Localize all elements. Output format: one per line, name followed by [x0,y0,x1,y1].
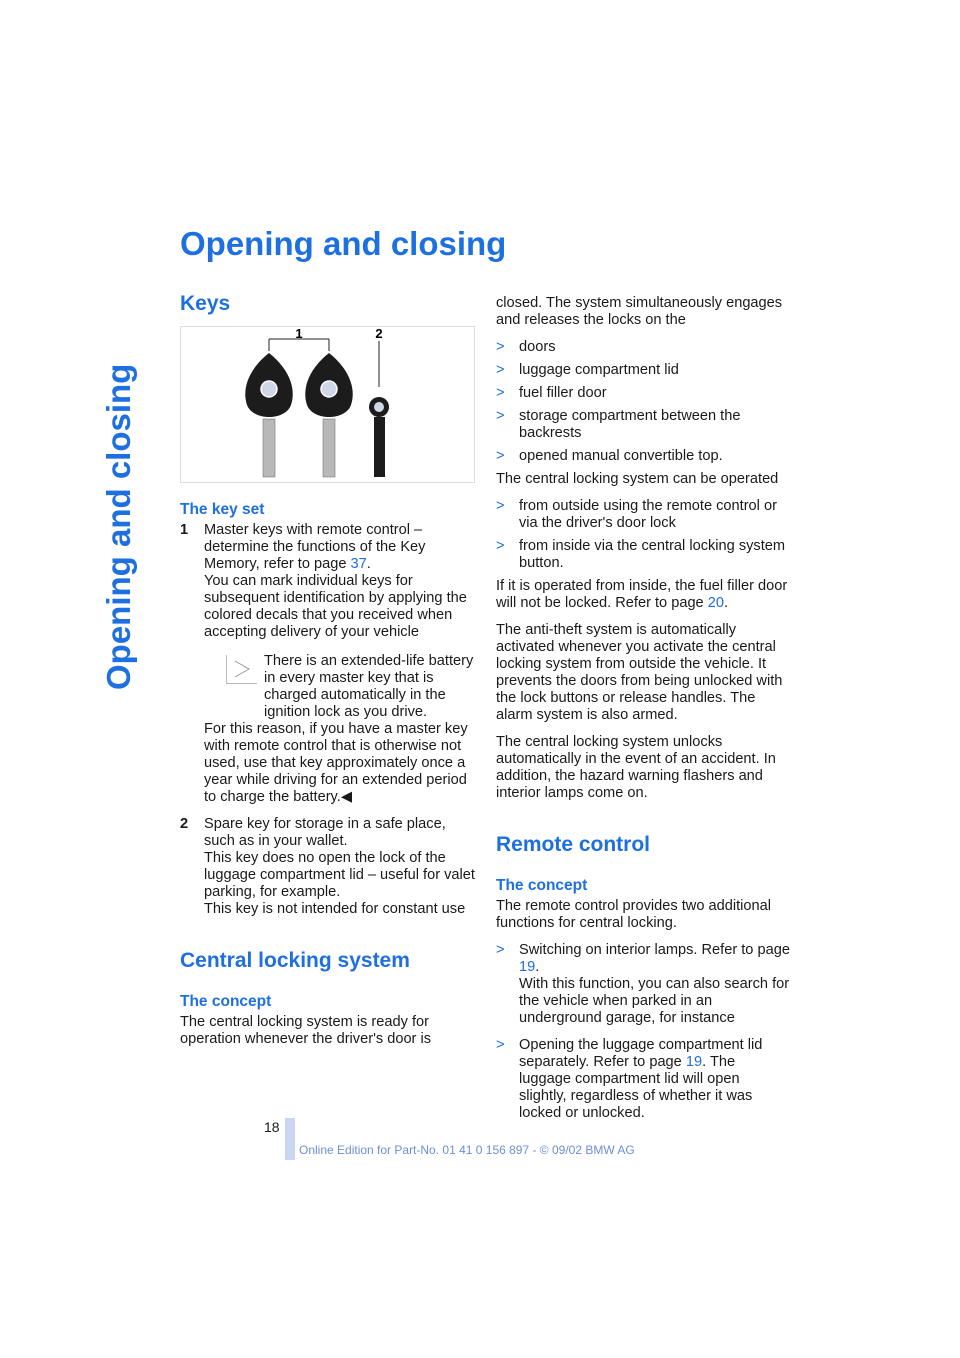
keys-heading: Keys [180,292,231,315]
central-p5: The central locking system unlocks automatically in the event of an accident. In addition, the hazard warning flashers and interior lamps come on. [496,734,776,801]
central-concept-heading: The concept [180,993,272,1010]
keys-figure [180,326,475,483]
item2-text-b: This key does no open the lock of the luggage compartment lid – useful for valet parking, for example. [204,850,475,900]
note-icon [226,655,257,684]
side-tab [100,230,160,690]
list-item: > Switching on interior lamps. Refer to page 19. With this function, you can also search for the vehicle when parked in an underground garage, for instance [496,942,790,1026]
central-p1-start: The central locking system is ready for operation whenever the driver's door is [180,1014,432,1047]
page-link-20[interactable]: 20 [707,595,724,611]
note-text-a: There is an extended-life battery in every master key that is charged automatically in the ignition lock as you drive. [264,653,474,720]
page-number: 18 [264,1119,280,1135]
list-item: > storage compartment between the backrests [496,408,741,441]
battery-note [204,653,475,721]
page-link-19[interactable]: 19 [685,1054,703,1070]
central-locking-heading: Central locking system [180,949,410,972]
page-link-19[interactable]: 19 [519,959,536,975]
side-tab-label: Opening and closing [100,363,137,690]
footer-text: Online Edition for Part-No. 01 41 0 156 897 - © 09/02 BMW AG [299,1143,635,1157]
list-item: > from inside via the central locking system button. [496,538,786,571]
note-text-b: For this reason, if you have a master key with remote control that is otherwise not used, use that key approximately once a year while driving for an extended period to charge the battery.◀ [204,721,468,805]
master-key-2 [305,353,352,477]
item-number: 2 [180,816,189,832]
list-item: > luggage compartment lid [496,362,679,378]
list-item: > from outside using the remote control or via the driver's door lock [496,498,777,531]
left-column [180,292,475,1058]
central-p3: If it is operated from inside, the fuel filler door will not be locked. Refer to page 20. [496,578,788,611]
list-item: > doors [496,339,556,355]
list-item: > fuel filler door [496,385,607,401]
list-item: > Opening the luggage compartment lid separately. Refer to page 19. The luggage compartment lid will open slightly, regardless of whether it was locked or unlocked. [496,1037,763,1121]
keys-illustration [181,327,474,482]
remote-control-heading: Remote control [496,833,651,856]
central-p2: The central locking system can be operated [496,471,779,487]
footer-bar [285,1118,295,1160]
item1-text-a: Master keys with remote control – determine the functions of the Key Memory, refer to page [204,522,426,572]
master-key-1 [245,353,292,477]
key-set-heading: The key set [180,501,265,518]
central-p4: The anti-theft system is automatically activated whenever you activate the central locking system from outside the vehicle. It prevents the doors from being unlocked with the lock buttons or release handles. The alarm system is also armed. [496,622,783,723]
page-link-37[interactable]: 37 [350,556,367,572]
figure-label-2: 2 [375,327,383,341]
list-item: > opened manual convertible top. [496,448,723,464]
key-item-1: 1 Master keys with remote control – determine the functions of the Key Memory, refer to page 37. You can mark individual keys for subsequent identification by applying the colored decals that you received when accepting delivery of your vehicle There is an extended-life battery in every master key that is charged automatically in the ignition lock as you drive. For this reason, if you have a master key with remote control that is otherwise not used, use that key approximately once a year while driving for an extended period to charge the battery.◀ [180,522,474,805]
item-number: 1 [180,522,189,538]
spare-key [369,397,389,477]
item2-text-a: Spare key for storage in a safe place, such as in your wallet. [204,816,446,849]
item1-text-c: You can mark individual keys for subsequent identification by applying the colored decals that you received when accepting delivery of your vehicle [204,573,467,640]
remote-p1: The remote control provides two additional functions for central locking. [496,898,771,931]
central-p1-cont: closed. The system simultaneously engages and releases the locks on the [496,295,783,328]
key-item-2 [180,816,475,918]
remote-concept-heading: The concept [496,877,588,894]
right-column [496,295,791,1128]
page-title: Opening and closing [180,225,507,262]
figure-label-1: 1 [295,327,303,341]
item2-text-c: This key is not intended for constant use [204,901,466,917]
